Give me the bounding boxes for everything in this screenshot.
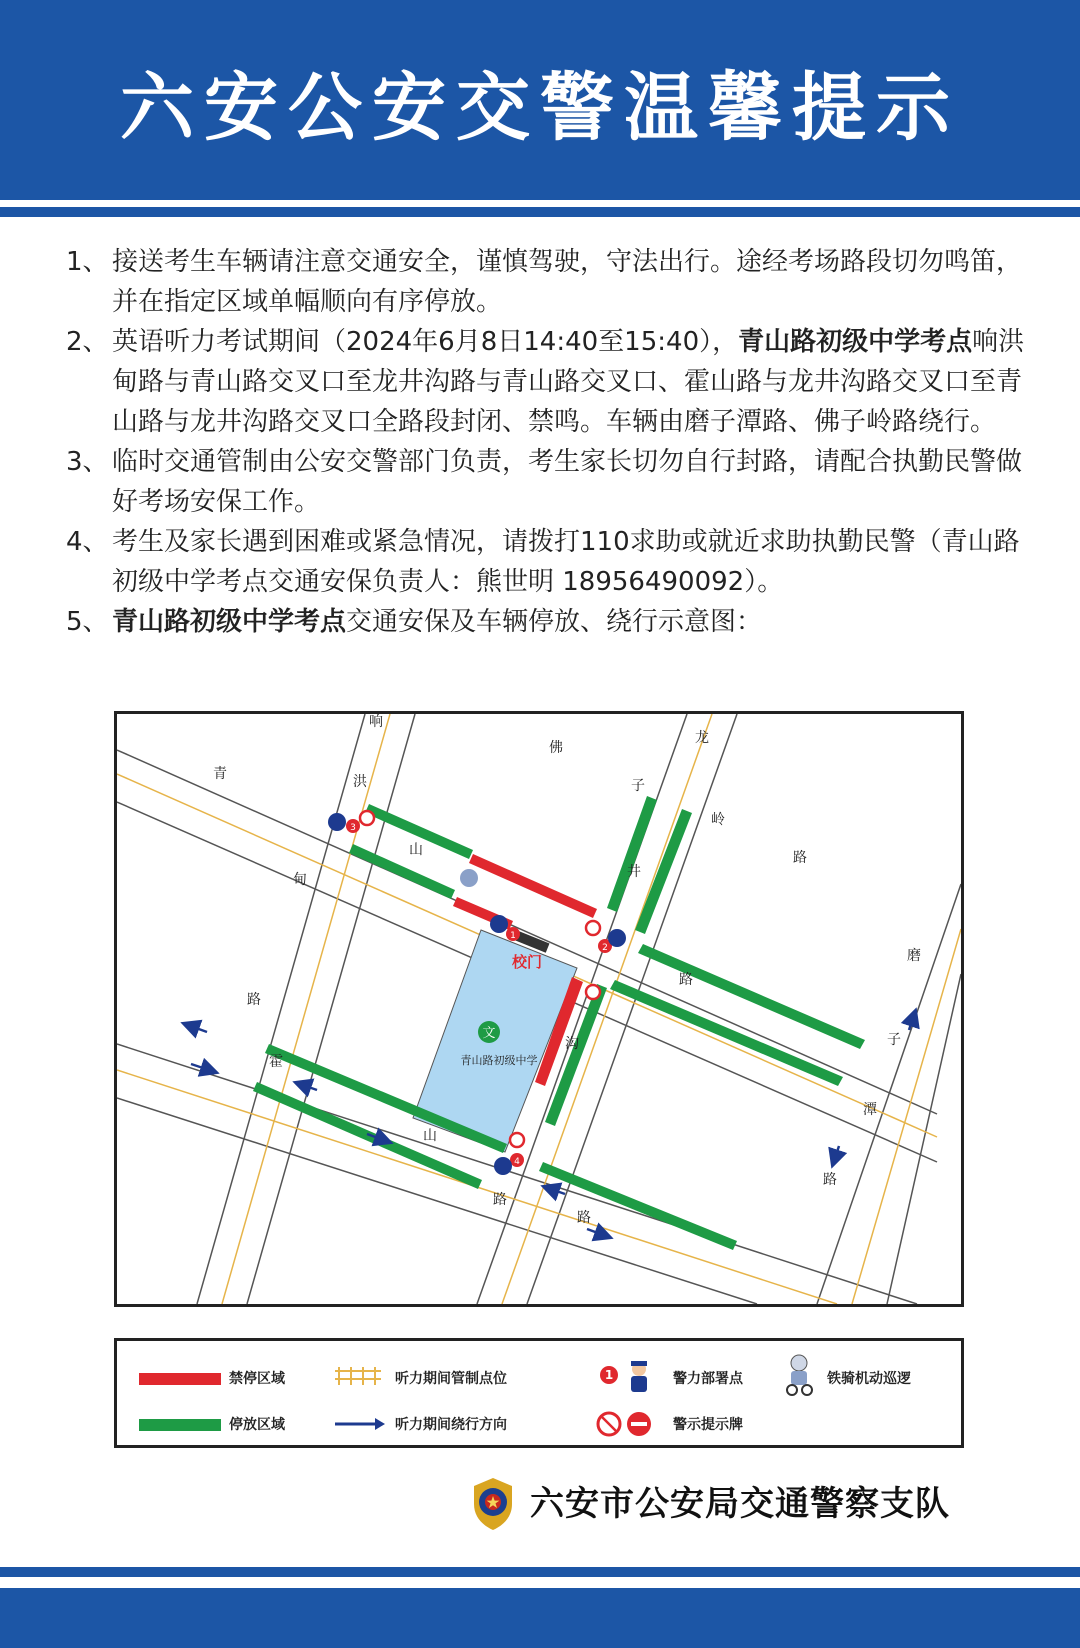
notice-item-4 [66, 522, 1026, 602]
legend-parking-label: 停放区域 [229, 1417, 285, 1433]
road-label: 路 [823, 1172, 837, 1188]
notice-number: 5、 [66, 607, 109, 637]
svg-text:3: 3 [350, 823, 356, 833]
notice-bold-text: 青山路初级中学考点 [112, 607, 347, 637]
police-emblem-icon [466, 1476, 520, 1532]
notice-text: 接送考生车辆请注意交通安全，谨慎驾驶，守法出行。途经考场路段切勿鸣笛，并在指定区域单幅顺向有序停放。 [112, 247, 1023, 317]
legend-patrol-icon [781, 1353, 817, 1397]
road-label: 甸 [293, 872, 307, 888]
road-label: 路 [577, 1210, 591, 1226]
school-symbol: 文 [482, 1026, 496, 1041]
road-label: 子 [887, 1032, 901, 1048]
road-label: 佛 [549, 740, 563, 756]
legend-patrol-label: 铁骑机动巡逻 [827, 1371, 911, 1387]
svg-text:1: 1 [510, 931, 516, 941]
notice-number: 2、 [66, 327, 109, 357]
header-stripe [0, 207, 1080, 217]
legend-warning-sign-label: 警示提示牌 [673, 1417, 743, 1433]
road-label: 山 [409, 842, 423, 858]
page-title: 六安公安交警温馨提示 [120, 65, 960, 151]
legend-no-parking-swatch [139, 1373, 221, 1385]
map-canvas [117, 714, 961, 1304]
road-label: 山 [423, 1128, 437, 1144]
notice-list [66, 242, 1026, 642]
legend-arrow-icon [333, 1417, 387, 1431]
road-label: 潭 [863, 1102, 877, 1118]
notice-bold-text: 青山路初级中学考点 [738, 327, 973, 357]
legend-police-num: 1 [604, 1368, 614, 1382]
header-banner [0, 0, 1080, 200]
legend-warning-sign-icon [595, 1409, 655, 1439]
road-label: 沟 [565, 1036, 579, 1052]
road-label: 响 [369, 714, 383, 730]
notice-item-1 [66, 242, 1026, 322]
school-name: 青山路初级中学 [460, 1054, 538, 1067]
footer-stripe-top [0, 1567, 1080, 1577]
road-label: 井 [627, 864, 641, 880]
road-label: 路 [679, 972, 693, 988]
notice-text: 交通安保及车辆停放、绕行示意图： [346, 607, 763, 637]
legend-no-parking-label: 禁停区域 [229, 1371, 285, 1387]
road-label: 青 [213, 766, 227, 782]
notice-number: 4、 [66, 527, 109, 557]
road-label: 霍 [269, 1054, 283, 1070]
svg-text:4: 4 [514, 1157, 520, 1167]
notice-number: 1、 [66, 247, 109, 277]
legend-detour-label: 听力期间绕行方向 [395, 1417, 507, 1433]
notice-number: 3、 [66, 447, 109, 477]
notice-item-5 [66, 602, 1026, 642]
road-label: 洪 [353, 774, 367, 790]
notice-item-2 [66, 322, 1026, 442]
notice-text: 考生及家长遇到困难或紧急情况，请拨打110求助或就近求助执勤民警（青山路初级中学考点交通安保负责人：熊世明 18956490092）。 [112, 527, 1020, 597]
road-label: 路 [247, 992, 261, 1008]
gate-label: 校门 [511, 953, 543, 971]
traffic-map [114, 711, 964, 1307]
legend-police-point-label: 警力部署点 [673, 1371, 743, 1387]
notice-item-3 [66, 442, 1026, 522]
map-legend [114, 1338, 964, 1448]
road-label: 路 [793, 850, 807, 866]
footer-stripe-bottom [0, 1588, 1080, 1648]
notice-text: 临时交通管制由公安交警部门负责，考生家长切勿自行封路，请配合执勤民警做好考场安保工作。 [112, 447, 1023, 517]
road-label: 磨 [907, 948, 921, 964]
road-label: 路 [493, 1192, 507, 1208]
legend-parking-swatch [139, 1419, 221, 1431]
notice-text: 英语听力考试期间（2024年6月8日14:40至15:40）， [112, 327, 739, 357]
legend-control-point-label: 听力期间管制点位 [395, 1371, 507, 1387]
svg-text:2: 2 [602, 943, 608, 953]
road-label: 岭 [711, 812, 725, 828]
notice-text: 响洪甸路与青山路交叉口至龙井沟路与青山路交叉口、霍山路与龙井沟路交叉口至青山路与龙井沟路交叉口全路段封闭、禁鸣。车辆由磨子潭路、佛子岭路绕行。 [112, 327, 1025, 437]
road-label: 子 [631, 778, 645, 794]
footer-org-name: 六安市公安局交通警察支队 [530, 1484, 950, 1524]
legend-barrier-icon [333, 1365, 383, 1387]
road-label: 龙 [695, 730, 709, 746]
